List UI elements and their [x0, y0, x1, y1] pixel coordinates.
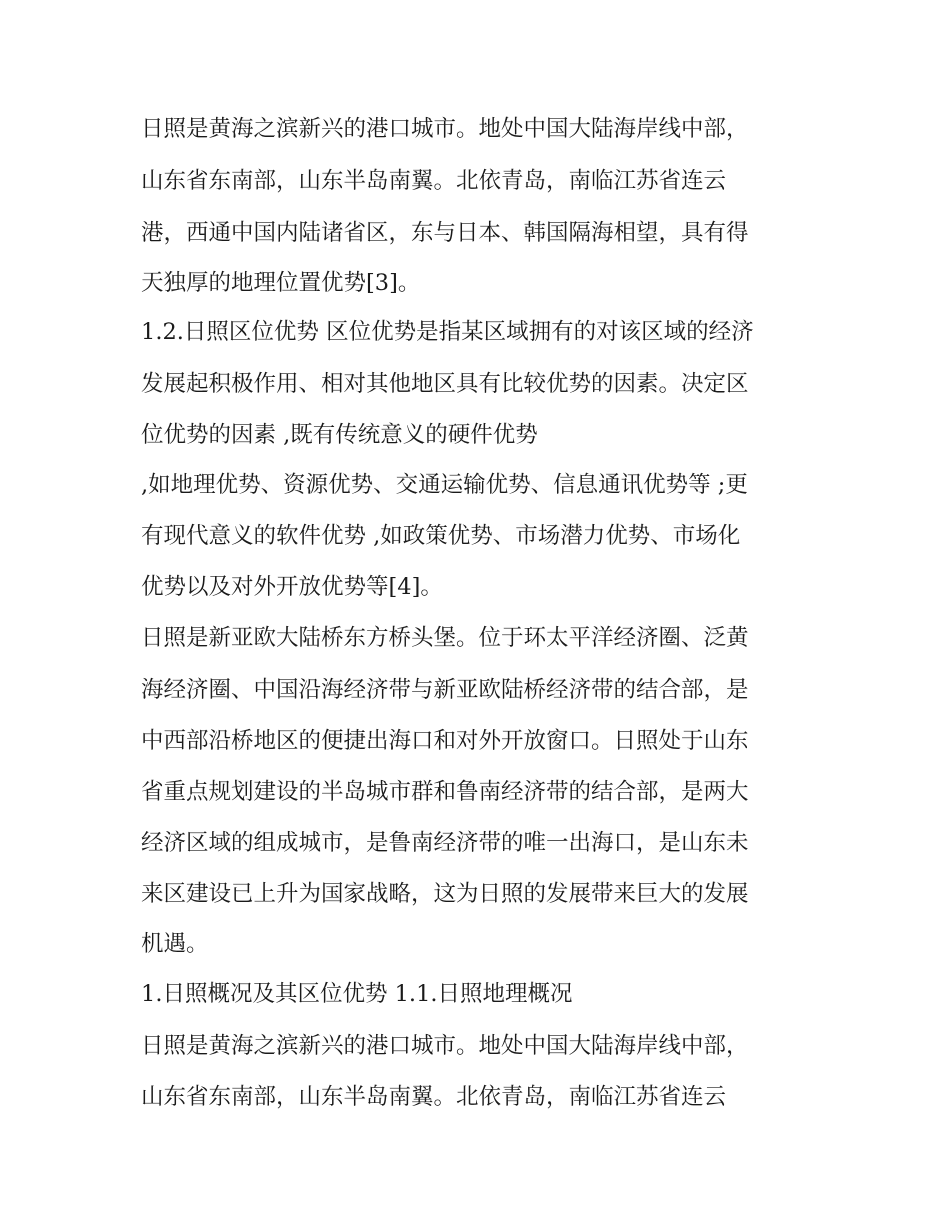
text-line: 经济区域的组成城市，是鲁南经济带的唯一出海口，是山东未	[141, 830, 749, 856]
section-heading-1-2: 1.2.日照区位优势 区位优势是指某区域拥有的对该区域的经济	[141, 319, 754, 345]
text-line: 山东省东南部，山东半岛南翼。北依青岛，南临江苏省连云	[141, 1084, 727, 1110]
text-line: 港，西通中国内陆诸省区，东与日本、韩国隔海相望，具有得	[141, 220, 749, 246]
text-line: 有现代意义的软件优势 ,如政策优势、市场潜力优势、市场化	[141, 523, 741, 549]
section-heading-1: 1.日照概况及其区位优势 1.1.日照地理概况	[141, 981, 573, 1007]
text-line: 海经济圈、中国沿海经济带与新亚欧陆桥经济带的结合部，是	[141, 677, 749, 703]
text-line: 来区建设已上升为国家战略，这为日照的发展带来巨大的发展	[141, 881, 749, 907]
text-line: 发展起积极作用、相对其他地区具有比较优势的因素。决定区	[141, 371, 749, 397]
text-line: 优势以及对外开放优势等[4]。	[141, 574, 443, 600]
text-line: 日照是新亚欧大陆桥东方桥头堡。位于环太平洋经济圈、泛黄	[141, 625, 749, 651]
text-line: 位优势的因素 ,既有传统意义的硬件优势	[141, 422, 538, 448]
text-line: 天独厚的地理位置优势[3]。	[141, 270, 421, 296]
text-line: 中西部沿桥地区的便捷出海口和对外开放窗口。日照处于山东	[141, 728, 749, 754]
text-line: 日照是黄海之滨新兴的港口城市。地处中国大陆海岸线中部，	[141, 116, 749, 142]
text-line: ,如地理优势、资源优势、交通运输优势、信息通讯优势等 ;更	[141, 472, 748, 498]
text-line: 山东省东南部，山东半岛南翼。北依青岛，南临江苏省连云	[141, 168, 727, 194]
text-line: 省重点规划建设的半岛城市群和鲁南经济带的结合部，是两大	[141, 779, 749, 805]
text-line: 机遇。	[141, 931, 209, 957]
text-line: 日照是黄海之滨新兴的港口城市。地处中国大陆海岸线中部，	[141, 1033, 749, 1059]
